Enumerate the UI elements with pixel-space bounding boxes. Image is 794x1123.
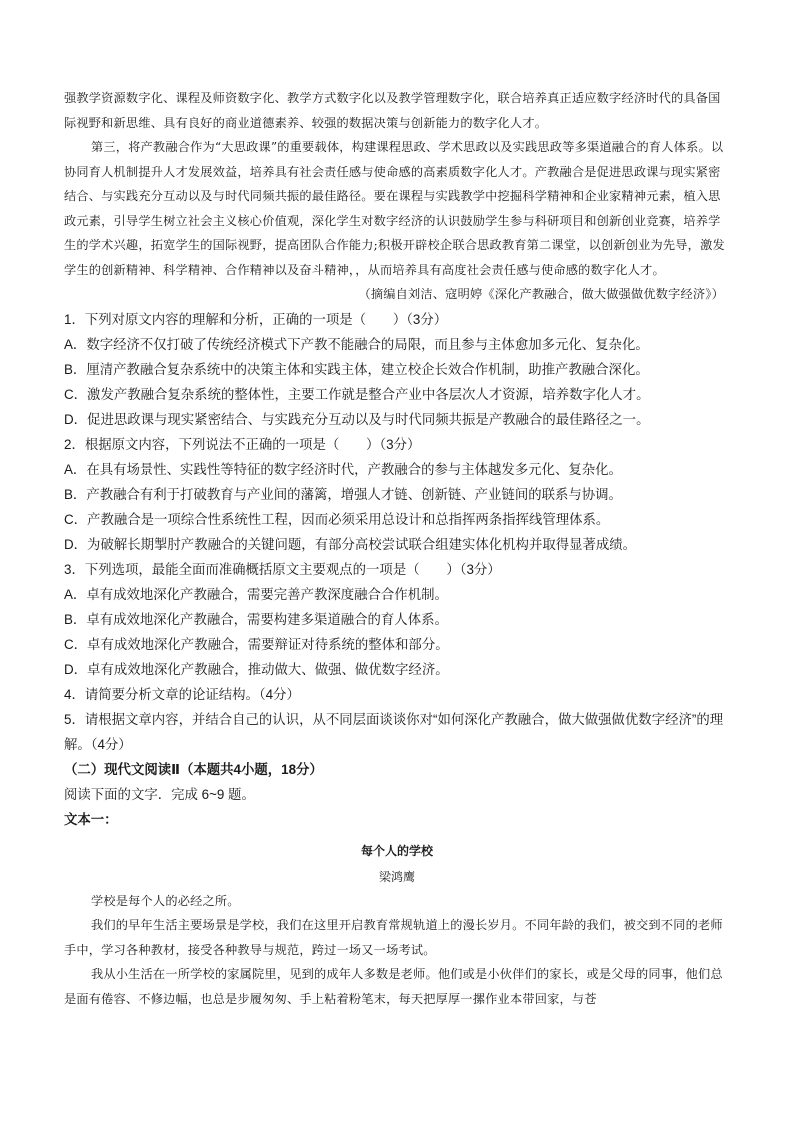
article-paragraph: 我们的早年生活主要场景是学校，我们在这里开启教育常规轨道上的漫长岁月。不同年龄的我们，被交到不同的老师手中，学习各种教材，接受各种教导与规范，跨过一场又一场考试。 xyxy=(64,918,723,957)
article-title: 每个人的学校 xyxy=(360,843,433,858)
option-c: C．产教融合是一项综合性系统性工程，因而必须采用总设计和总指挥两条指挥线管理体系。 xyxy=(64,511,610,527)
option-d: D．卓有成效地深化产教融合，推动做大、做强、做优数字经济。 xyxy=(64,661,449,677)
question-4: 4．请简要分析文章的论证结构。（4分） xyxy=(64,686,300,702)
section-instruction: 阅读下面的文字．完成 6~9 题。 xyxy=(64,786,255,802)
question-stem: 1．下列对原文内容的理解和分析，正确的一项是（ ）（3分） xyxy=(64,311,448,327)
option-b: B．产教融合有利于打破教育与产业间的藩篱，增强人才链、创新链、产业链间的联系与协调。 xyxy=(64,486,622,502)
section-heading: （二）现代文阅读Ⅱ（本题共4小题，18分） xyxy=(64,761,323,777)
passage-paragraph-third: 第三，将产教融合作为“大思政课”的重要载体，构建课程思政、学术思政以及实践思政等多渠道融合的育人体系。以协同育人机制提升人才发展效益，培养具有社会责任感与使命感的高素质数字化人才。产教融合是促进思政课与现实紧密结合、与实践充分互动以及与时代同频共振的最佳路径。要在课程与实践教学中挖掘科学精神和企业家精神元素，植入思政元素，引导学生树立社会主义核心价值观，深化学生对数字经济的认识鼓励学生参与科研项目和创新创业竞赛，培养学生的学术兴趣，拓宽学生的国际视野，提高团队合作能力;积极开辟校企联合思政教育第二课堂，以创新创业为先导，激发学生的创新精神、科学精神、合作精神以及奋斗精神，，从而培养具有高度社会责任感与使命感的数字化人才。 xyxy=(64,140,725,277)
option-a: A．数字经济不仅打破了传统经济模式下产教不能融合的局限，而且参与主体愈加多元化、复杂化。 xyxy=(64,336,649,352)
passage-paragraph-continued: 强教学资源数字化、课程及师资数字化、教学方式数字化以及教学管理数字化，联合培养真正适应数字经济时代的具备国际视野和新思维、具有良好的商业道德素养、较强的数据决策与创新能力的数字化人才。 xyxy=(64,91,721,130)
article-paragraph: 学校是每个人的必经之所。 xyxy=(91,893,240,908)
question-1 xyxy=(64,307,730,432)
option-d: D．为破解长期掣肘产教融合的关键问题，有部分高校尝试联合组建实体化机构并取得显著成绩。 xyxy=(64,536,637,552)
question-2 xyxy=(64,432,730,557)
option-b: B．厘清产教融合复杂系统中的决策主体和实践主体，建立校企长效合作机制，助推产教融合深化。 xyxy=(64,361,649,377)
question-3 xyxy=(64,557,730,682)
question-stem: 2．根据原文内容，下列说法不正确的一项是（ ）（3分） xyxy=(64,436,421,452)
option-c: C．卓有成效地深化产教融合，需要辩证对待系统的整体和部分。 xyxy=(64,636,449,652)
option-b: B．卓有成效地深化产教融合，需要构建多渠道融合的育人体系。 xyxy=(64,611,448,627)
article-author: 梁鸿鹰 xyxy=(378,869,415,884)
question-stem: 3．下列选项，最能全面而准确概括原文主要观点的一项是（ ）（3分） xyxy=(64,561,501,577)
article-paragraph: 我从小生活在一所学校的家属院里，见到的成年人多数是老师。他们或是小伙伴们的家长，或是父母的同事，他们总是面有倦容、不修边幅，也总是步履匆匆、手上粘着粉笔末，每天把厚厚一摞作业本带回家，与苍 xyxy=(64,967,723,1006)
option-d: D．促进思政课与现实紧密结合、与实践充分互动以及与时代同频共振是产教融合的最佳路径之一。 xyxy=(64,411,650,427)
text-label: 文本一： xyxy=(64,811,118,827)
question-5: 5．请根据文章内容，并结合自己的认识，从不同层面谈谈你对“如何深化产教融合，做大做强做优数字经济”的理解。（4分） xyxy=(64,711,724,752)
passage-source: （摘编自刘洁、寇明婷《深化产教融合，做大做强做优数字经济》） xyxy=(358,287,724,301)
option-c: C．激发产教融合复杂系统的整体性，主要工作就是整合产业中各层次人才资源，培养数字化人才。 xyxy=(64,386,650,402)
option-a: A．在具有场景性、实践性等特征的数字经济时代，产教融合的参与主体越发多元化、复杂化。 xyxy=(64,461,622,477)
option-a: A．卓有成效地深化产教融合，需要完善产教深度融合合作机制。 xyxy=(64,586,448,602)
